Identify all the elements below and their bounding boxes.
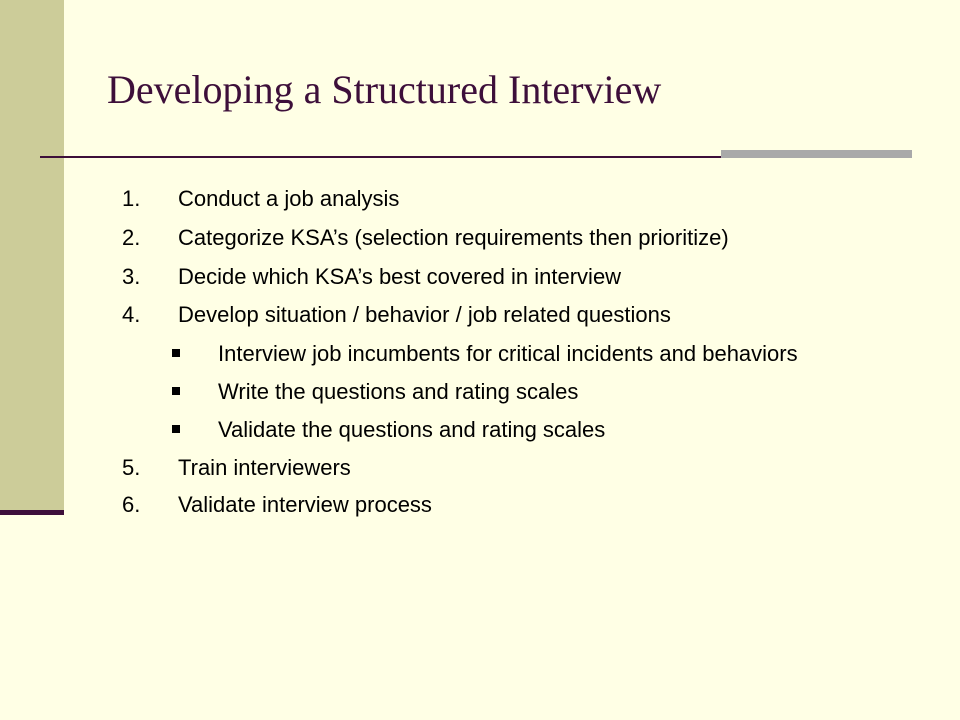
list-item-text: Conduct a job analysis [178,186,400,211]
list-item-number: 6. [122,492,141,517]
sub-list-item-text: Write the questions and rating scales [218,379,579,404]
list-item-number: 2. [122,225,141,250]
list-item-text: Train interviewers [178,455,351,480]
list-item-text: Validate interview process [178,492,432,517]
list-item-text: Categorize KSA’s (selection requirements then prioritize) [178,225,729,250]
list-item-text: Develop situation / behavior / job related questions [178,302,671,327]
sub-list-item-text: Validate the questions and rating scales [218,417,606,442]
slide-title: Developing a Structured Interview [107,67,662,112]
list-item-number: 4. [122,302,141,327]
square-bullet-icon [172,349,180,357]
list-item-number: 3. [122,264,141,289]
list-item-number: 5. [122,455,141,480]
list-item-text: Decide which KSA’s best covered in interview [178,264,622,289]
square-bullet-icon [172,425,180,433]
square-bullet-icon [172,387,180,395]
sub-list-item-text: Interview job incumbents for critical incidents and behaviors [218,341,798,366]
list-item-number: 1. [122,186,141,211]
